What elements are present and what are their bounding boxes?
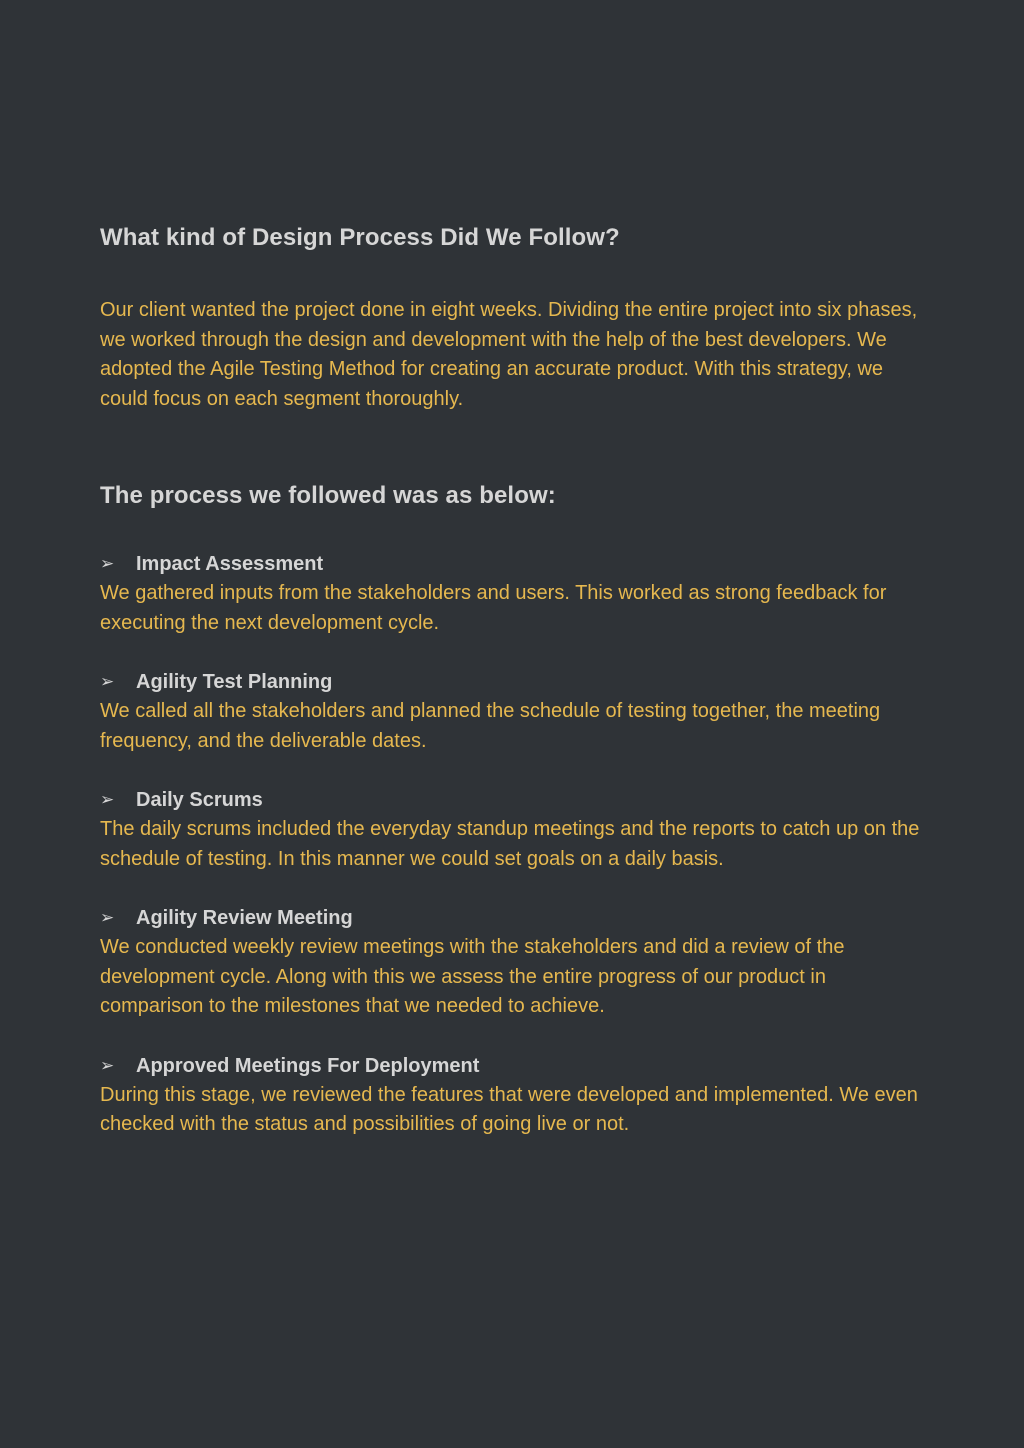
- process-heading: The process we followed was as below:: [100, 482, 556, 509]
- page-title: What kind of Design Process Did We Follow?: [100, 224, 620, 251]
- process-step-approved-meetings-for-deployment: [100, 1051, 920, 1140]
- step-title-row: [100, 903, 920, 933]
- arrowhead-bullet-icon: ➢: [100, 554, 115, 573]
- arrowhead-bullet-icon: ➢: [100, 1055, 115, 1075]
- step-description: We gathered inputs from the stakeholders and users. This worked as strong feedback for executing the next development cycle.: [100, 582, 887, 634]
- arrowhead-bullet-icon: ➢: [100, 790, 115, 809]
- process-step-agility-test-planning: [100, 667, 920, 756]
- step-title-row: [100, 785, 920, 815]
- process-step-daily-scrums: [100, 785, 920, 874]
- step-title: Agility Review Meeting: [136, 907, 353, 929]
- step-description: The daily scrums included the everyday standup meetings and the reports to catch up on the schedule of testing. In this manner we could set goals on a daily basis.: [100, 818, 920, 870]
- step-title-row: [100, 549, 920, 579]
- step-title: Agility Test Planning: [136, 671, 333, 693]
- arrowhead-bullet-icon: ➢: [100, 908, 115, 927]
- process-step-impact-assessment: [100, 549, 920, 638]
- process-step-agility-review-meeting: [100, 903, 920, 1022]
- arrowhead-bullet-icon: ➢: [100, 672, 115, 691]
- step-description: We conducted weekly review meetings with the stakeholders and did a review of the development cycle. Along with this we assess the entire progress of our product in comparison to the milestones that we needed to achieve.: [100, 936, 845, 1017]
- document-page: [100, 222, 920, 1169]
- step-description: During this stage, we reviewed the features that were developed and implemented. We even checked with the status and possibilities of going live or not.: [100, 1083, 918, 1135]
- step-title: Impact Assessment: [136, 553, 324, 575]
- intro-paragraph: Our client wanted the project done in eight weeks. Dividing the entire project into six phases, we worked through the design and development with the help of the best developers. We adopted the Agile Testing Method for creating an accurate product. With this strategy, we could focus on each segment thoroughly.: [100, 299, 918, 410]
- step-title: Approved Meetings For Deployment: [136, 1054, 480, 1077]
- process-steps-list: [100, 549, 920, 1140]
- step-title-row: [100, 1051, 920, 1081]
- step-title-row: [100, 667, 920, 697]
- step-description: We called all the stakeholders and planned the schedule of testing together, the meeting frequency, and the deliverable dates.: [100, 700, 881, 752]
- step-title: Daily Scrums: [136, 789, 263, 811]
